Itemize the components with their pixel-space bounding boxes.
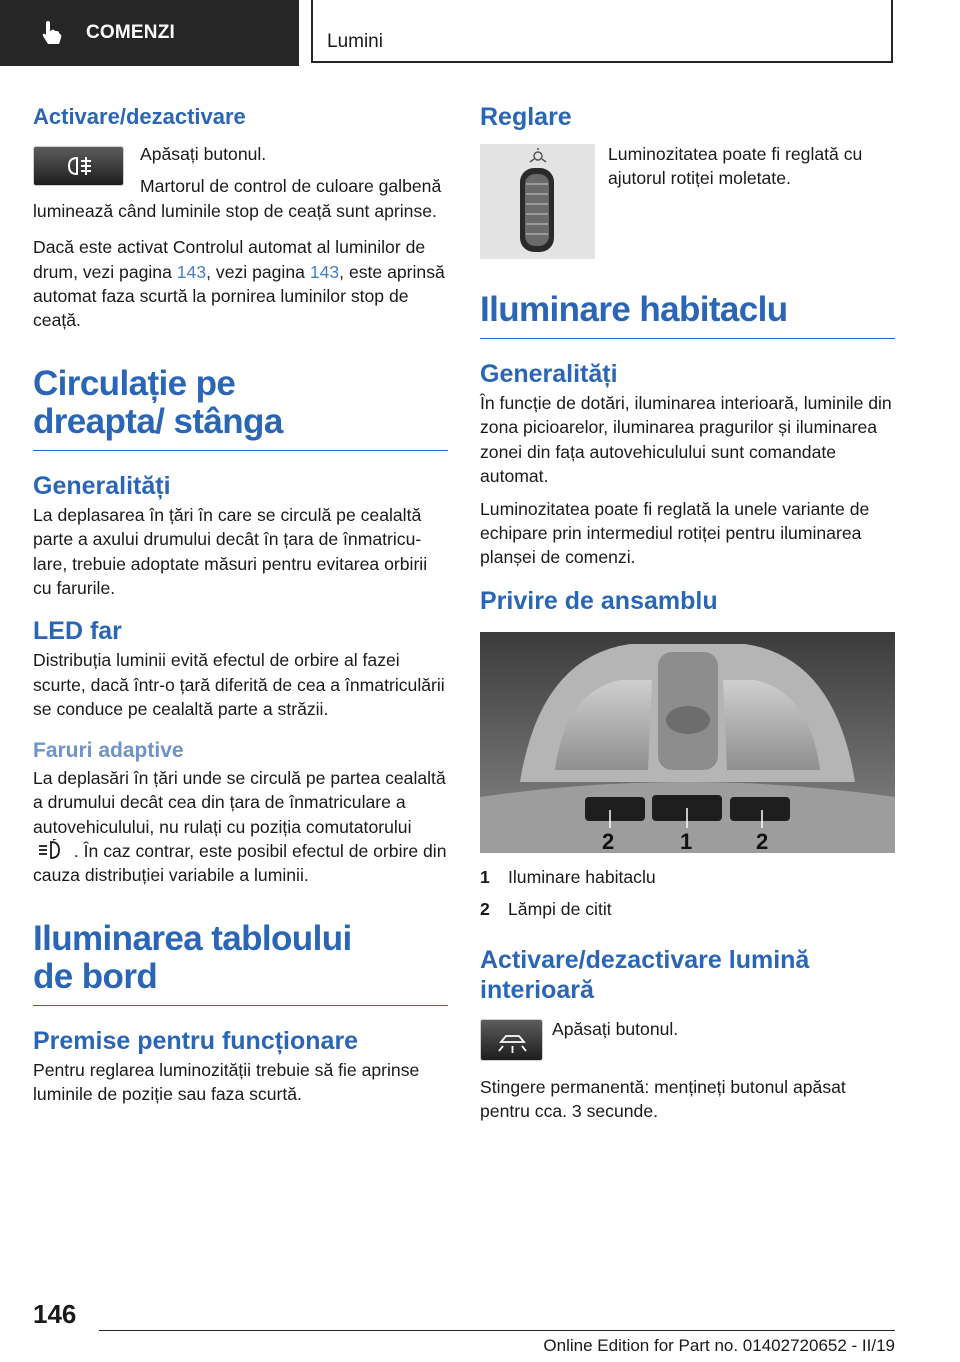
adaptive-headlight-icon <box>37 839 65 861</box>
section-heading-general: Generalități <box>33 471 171 500</box>
thumbwheel-drawing <box>480 144 595 259</box>
chapter-heading-traffic-side: Circulație pe dreapta/ stânga <box>33 363 283 441</box>
pointing-hand-icon <box>40 20 62 46</box>
interior-general-text-2: Luminozitatea poate fi reglată la unele variante de echipare prin intermediul rotiței pentru iluminarea planșei de comenzi. <box>480 498 870 568</box>
section-heading-adjust: Reglare <box>480 103 572 131</box>
interior-press-button-text: Apăsați butonul. <box>552 1018 679 1039</box>
fog-light-button-image <box>33 146 124 186</box>
legend-item <box>480 893 895 925</box>
chapter-heading-dash-lighting: Iluminarea tabloului de bord <box>33 918 352 996</box>
page-link-143-a[interactable]: 143 <box>176 261 207 282</box>
press-button-text: Apăsați butonul. <box>140 144 267 164</box>
adjust-text: Luminozitatea poate fi reglată cu ajutorul rotiței moletate. <box>608 144 863 189</box>
section-heading-prerequisites: Premise pentru funcționare <box>33 1026 359 1055</box>
auto-light-paragraph <box>33 235 448 333</box>
legend-item <box>480 861 895 893</box>
left-column <box>33 98 448 1107</box>
section-heading-overview: Privire de ansamblu <box>480 586 718 615</box>
chapter-divider <box>33 1005 448 1006</box>
chapter-tab[interactable] <box>311 0 893 63</box>
section-heading-activation: Activare/dezactivare <box>33 104 246 129</box>
legend-text: Iluminare habitaclu <box>508 866 656 887</box>
page-number: 146 <box>33 1299 77 1329</box>
legend-number: 1 <box>480 866 490 887</box>
section-heading-interior-toggle: Activare/dezactivare lumină interioară <box>480 945 810 1004</box>
section-tab-label: COMENZI <box>86 22 176 43</box>
chapter-divider <box>480 338 895 339</box>
interior-light-button-image <box>480 1019 543 1061</box>
thumbwheel-image <box>480 144 595 259</box>
section-heading-general-interior: Generalități <box>480 360 618 388</box>
auto-light-text-b: , vezi pagina <box>206 261 310 282</box>
page-link-143-b[interactable]: 143 <box>309 261 340 282</box>
subheading-adaptive: Faruri adaptive <box>33 738 184 762</box>
footer-divider <box>99 1330 895 1331</box>
indicator-text: Martorul de control de culoare galbenă luminează când luminile stop de ceață sunt aprinse. <box>33 176 442 221</box>
photo-legend <box>480 861 895 925</box>
page-header <box>0 0 960 66</box>
chapter-tab-label: Lumini <box>327 31 383 52</box>
interior-light-icon <box>481 1020 544 1062</box>
chapter-divider <box>33 450 448 451</box>
adaptive-paragraph <box>33 766 448 888</box>
right-column <box>480 98 895 1124</box>
adaptive-text-b: . În caz contrar, este posibil efectul de orbire din cauza distribuției variabile a luminii. <box>33 840 447 886</box>
interior-general-text-1: În funcție de dotări, iluminarea interioară, luminile din zona picioarelor, iluminarea pragurilor și iluminarea zonei din fața autovehiculului sunt comandate automat. <box>480 393 892 487</box>
prerequisites-text: Pentru reglarea luminozității trebuie să fie aprinse luminile de poziție sau faza scurtă. <box>33 1059 420 1105</box>
general-text: La deplasarea în țări în care se circulă pe cealaltă parte a axului drumului decât în țara de înmatriculare, trebuie adoptate măsuri pentru evitarea orbirii cu farurile. <box>33 504 428 599</box>
adaptive-text-a: La deplasări în țări unde se circulă pe partea cealaltă a drumului decât cea din țara de înmatriculare a autovehiculului, nu rulați cu poziția comutatorului <box>33 767 446 837</box>
overhead-console-photo <box>480 632 895 853</box>
chapter-heading-interior-lighting: Iluminare habitaclu <box>480 290 788 329</box>
led-text: Distribuția luminii evită efectul de orbire al fazei scurte, dacă într-o țară diferită de cea a înmatriculării se conduce pe cealaltă parte a străzii. <box>33 650 445 720</box>
auto-light-text-c: , este aprinsă automat faza scurtă la pornirea luminilor stop de ceață. <box>33 261 445 331</box>
permanent-off-text: Stingere permanentă: mențineți butonul apăsat pentru cca. 3 secunde. <box>480 1076 846 1122</box>
overhead-console-drawing <box>480 632 895 853</box>
section-heading-led: LED far <box>33 617 122 646</box>
section-tab[interactable] <box>0 0 299 66</box>
auto-light-text-a: Dacă este activat Controlul automat al luminilor de drum, vezi pagina <box>33 237 426 282</box>
legend-text: Lămpi de citit <box>508 898 612 919</box>
rear-fog-light-icon <box>66 155 94 177</box>
photo-label-2-right: 2 <box>756 828 769 853</box>
legend-number: 2 <box>480 898 490 919</box>
edition-footer: Online Edition for Part no. 01402720652 - II/19 <box>543 1336 895 1355</box>
photo-label-2-left: 2 <box>602 828 615 853</box>
photo-label-1: 1 <box>680 828 693 853</box>
